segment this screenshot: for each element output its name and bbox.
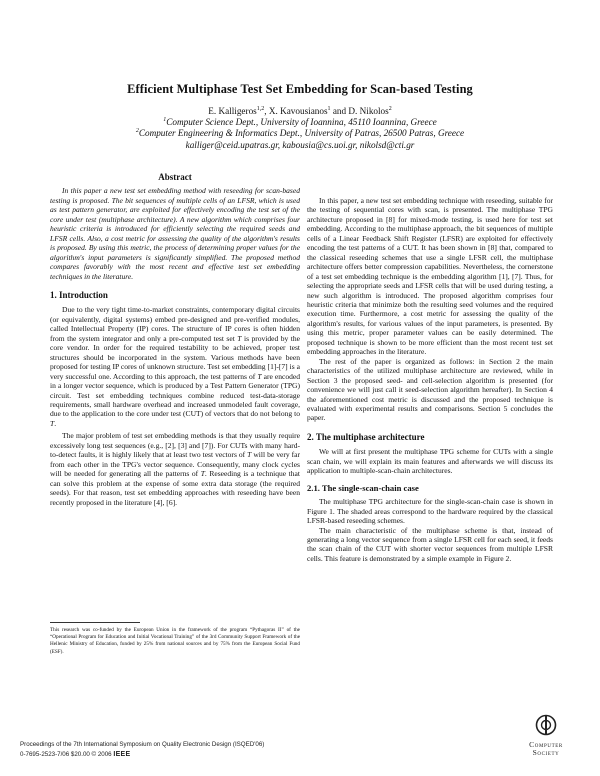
affiliation-2-sup: 2 <box>135 128 139 135</box>
abstract-text: In this paper a new test set embedding method with reseeding for scan-based testing is proposed. The bit sequences of multiple cells of an LFSR, which is used as test pattern generator, are exploited for effectively encoding the test set of the core under test (multiphase architecture). A new algorithm which comprises four heuristic criteria is introduced for efficiently selecting the required seeds and LFSR cells. Also, a cost metric for assessing the quality of the algorithm's results is proposed. By using this metric, the process of determining proper values for the algorithm's input parameters is significantly simplified. The proposed method compares favorably with the most recent and effective test set embedding techniques in the literature. <box>50 186 300 281</box>
isbn-text: 0-7695-2523-7/06 $20.00 © 2006 <box>20 751 112 758</box>
author-names <box>40 106 560 117</box>
section-1-heading: 1. Introduction <box>50 289 108 300</box>
computer-society-logo <box>511 714 581 757</box>
footnote-divider <box>50 622 140 623</box>
affiliation-1-sup: 1 <box>163 117 167 124</box>
author-3-sup: 2 <box>388 105 392 112</box>
intro-paragraph-2: The major problem of test set embedding methods is that they usually require excessively long test sequences (e.g., [2], [3] and [7]). For CUTs with many hard-to-detect faults, it is highly likely that at least two test vectors of T will be very far from each other in the TPG's vector sequence. Consequently, many clock cycles will be needed for generating all the patterns of T. Reseeding is a technique that can solve this problem at the expense of some extra data storage (the required seeds). For that reason, test set embedding approaches with reseeding have been recently proposed in the literature [4], [6]. <box>50 431 300 507</box>
author-2-sup: 1 <box>327 105 331 112</box>
author-1: E. Kalligeros <box>208 106 257 116</box>
section-2-1-paragraph-1: The multiphase TPG architecture for the single-scan-chain case is shown in Figure 1. The shaded areas correspond to the hardware required by the classical LFSR-based reseeding schemes. <box>307 497 553 526</box>
page-footer <box>20 740 264 760</box>
funding-footnote: This research was co-funded by the European Union in the framework of the program “Pythagoras II” of the “Operational Program for Education and Initial Vocational Training” of the 3rd Community Support Framework of the Hellenic Ministry of Education, funded by 25% from national sources and by 75% from the European Social Fund (ESF). <box>50 627 300 655</box>
right-paragraph-1: In this paper, a new test set embedding technique with reseeding, suitable for the testing of sequential cores with scan, is presented. The multiphase TPG architecture proposed in [8] for mixed-mode testing, is used here for test set embedding. According to the multiphase approach, the bit sequences of multiple cells of a Linear Feedback Shift Register (LFSR) are exploited for effectively encoding the test patterns of a CUT. It has been shown in [8] that, compared to the classical reseeding schemes that use a single LFSR cell, the multiphase architecture offers better compression capabilities. Nevertheless, the cornerstone of a test set embedding technique is the embedding algorithm [1], [7]. Thus, for selecting the appropriate seeds and LFSR cells that will be used during testing, a new such algorithm is introduced. The proposed algorithm comprises four heuristic criteria that minimize both the resulting seed volumes and the required execution time. Furthermore, a cost metric for assessing the quality of the algorithm's results, for various values of the input parameters, is presented. By using this metric, proper parameter values can be easily determined. The proposed technique is shown to be more efficient than the most recent test set embedding approaches in the literature. <box>307 196 553 357</box>
section-2-heading: 2. The multiphase architecture <box>307 431 425 442</box>
section-2-paragraph: We will at first present the multiphase TPG scheme for CUTs with a single scan chain, we will explain its main features and afterwards we will discuss its application to multiple-scan-chain architectures. <box>307 447 553 476</box>
affiliation-1 <box>40 117 560 128</box>
logo-line-2: Society <box>532 748 560 757</box>
ieee-logo-text: IEEE <box>113 751 131 758</box>
affiliation-2-text: Computer Engineering & Informatics Dept., University of Patras, 26500 Patras, Greece <box>138 128 465 139</box>
right-column <box>307 196 553 563</box>
section-2-1-paragraph-2: The main characteristic of the multiphase scheme is that, instead of generating a long vector sequence from a single LFSR cell for each seed, it feeds the scan chain of the CUT with shorter vector sequences from multiple LFSR cells. This feature is demonstrated by a simple example in Figure 2. <box>307 525 553 563</box>
author-2: , X. Kavousianos <box>264 106 328 116</box>
isbn-line <box>20 750 264 760</box>
abstract-heading: Abstract <box>158 172 192 182</box>
right-paragraph-2: The rest of the paper is organized as follows: in Section 2 the main characteristics of the utilized multiphase architecture are reviewed, while in Section 3 the proposed seed- and cell-selection algorithm is presented (for convenience we will just call it seed-selection algorithm hereafter). In Section 4 the aforementioned cost metric is discussed and the proposed technique is evaluated with experimental results and comparisons. Section 5 concludes the paper. <box>307 356 553 423</box>
affiliation-2 <box>40 128 560 139</box>
left-column <box>50 173 300 507</box>
author-emails: kalliger@ceid.upatras.gr, kabousia@cs.uoi.gr, nikolsd@cti.gr <box>185 139 415 150</box>
author-1-sup: 1,2 <box>256 105 265 112</box>
author-block <box>40 106 560 151</box>
computer-society-emblem-icon <box>535 714 557 736</box>
logo-line-1: Computer <box>529 740 563 749</box>
intro-paragraph-1: Due to the very tight time-to-market constraints, contemporary digital circuits (or equivalently, digital systems) embed pre-designed and pre-verified modules, called Intellectual Property (IP) cores. The structure of IP cores is often hidden from the system integrator and only a pre-computed test set T is provided by the core vendor. In order for the required testability to be achieved, proper test structures should be incorporated in the system. Various methods have been proposed for testing IP cores of unknown structure. Test set embedding [1]-[7] is a very successful one. According to this approach, the test patterns of T are encoded in a longer vector sequence, which is produced by a Test Pattern Generator (TPG) circuit. Test set embedding techniques combine reduced test-data-storage requirements, small hardware overhead and increased unmodeled fault coverage, due to the application to the core under test (CUT) of vectors that do not belong to T. <box>50 305 300 428</box>
affiliation-1-text: Computer Science Dept., University of Ioannina, 45110 Ioannina, Greece <box>166 117 437 128</box>
paper-title: Efficient Multiphase Test Set Embedding for Scan-based Testing <box>127 82 473 96</box>
author-3: and D. Nikolos <box>330 106 389 116</box>
section-2-1-heading: 2.1. The single-scan-chain case <box>307 482 419 493</box>
proceedings-line: Proceedings of the 7th International Symposium on Quality Electronic Design (ISQED'06) <box>20 741 265 748</box>
